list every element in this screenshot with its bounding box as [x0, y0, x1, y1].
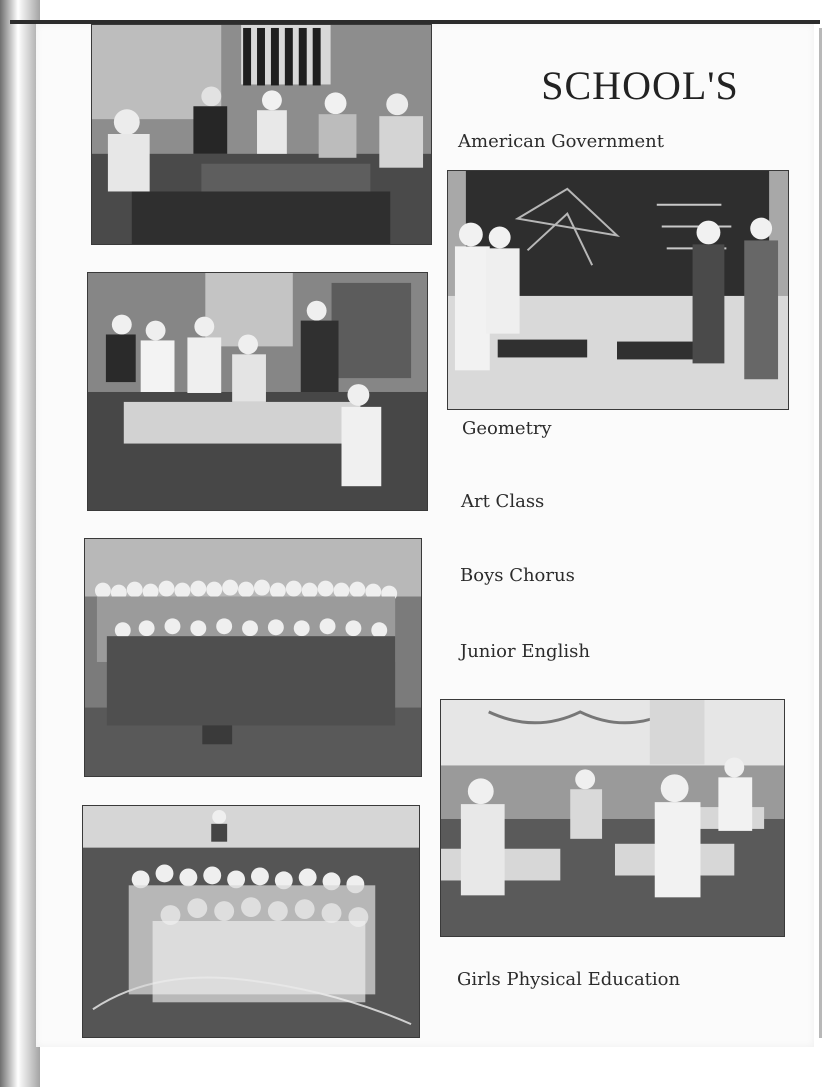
caption-american-government: American Government — [458, 131, 664, 152]
junior-english-photo — [440, 699, 785, 937]
caption-girls-physical-education: Girls Physical Education — [457, 969, 681, 990]
art-class-photo — [87, 272, 428, 511]
caption-geometry: Geometry — [462, 418, 552, 439]
right-page-edge — [819, 28, 822, 1038]
american-government-photo — [91, 24, 432, 245]
page-title: SCHOOL'S — [541, 63, 739, 108]
caption-boys-chorus: Boys Chorus — [460, 565, 575, 586]
girls-physical-education-photo — [82, 805, 420, 1038]
binding-shadow — [0, 0, 40, 1087]
boys-chorus-photo — [84, 538, 422, 777]
geometry-photo — [447, 170, 789, 410]
caption-junior-english: Junior English — [460, 641, 590, 662]
caption-art-class: Art Class — [461, 491, 545, 512]
